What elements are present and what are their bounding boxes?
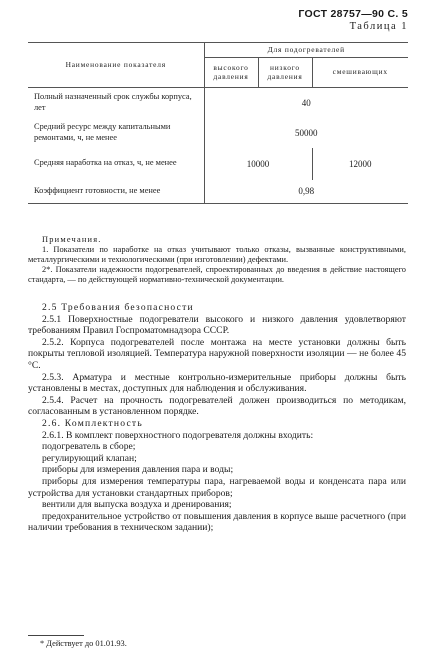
list-item: вентили для выпуска воздуха и дренирования; xyxy=(42,499,232,511)
list-item: предохранительное устройство от повышения давления в корпусе выше расчетного (при наличии требования в техническом задании); xyxy=(28,510,406,534)
param-cell: Коэффициент готовности, не менее xyxy=(34,186,161,195)
paragraph: 2.5.1 Поверхностные подогреватели высокого и низкого давления удовлетворяют требованиям Правил Госпроматомнадзора СССР. xyxy=(28,313,406,337)
value-cell: 0,98 xyxy=(204,180,408,204)
list-item: подогреватель в сборе; xyxy=(42,441,136,453)
value-cell: 12000 xyxy=(312,148,408,180)
table-row xyxy=(28,88,408,118)
page-header xyxy=(298,8,408,32)
paragraph: 2.5.3. Арматура и местные контрольно-измерительные приборы должны быть установлены в местах, доступных для наблюдения и обслуживания. xyxy=(28,371,406,395)
footnote-rule xyxy=(28,635,84,636)
table-label: Таблица 1 xyxy=(349,21,408,32)
value-cell: 10000 xyxy=(204,148,312,180)
value-cell: 50000 xyxy=(204,118,408,148)
col-header-group: Для подогревателей xyxy=(204,43,408,58)
param-cell: Полный назначенный срок службы корпуса, лет xyxy=(34,92,192,112)
notes-block xyxy=(28,235,406,285)
list-item: регулирующий клапан; xyxy=(42,452,137,464)
notes-title: Примечания. xyxy=(42,235,102,244)
list-item: приборы для измерения давления пара и воды; xyxy=(42,464,234,476)
reliability-table xyxy=(28,42,408,204)
col-header-mix: смешивающих xyxy=(312,58,408,88)
param-cell: Средняя наработка на отказ, ч, не менее xyxy=(34,158,177,168)
note-1: 1. Показатели по наработке на отказ учитывают только отказы, вызванные конструктивными, металлургическими и технологическими (при изготовлении) дефектами. xyxy=(28,245,406,264)
paragraph: 2.6.1. В комплект поверхностного подогревателя должны входить: xyxy=(42,429,314,441)
list-item: приборы для измерения температуры пара, нагреваемой воды и конденсата пара или устройства для установки стандартных приборов; xyxy=(28,475,406,499)
col-header-param: Наименование показателя xyxy=(28,43,204,88)
section-heading: 2.6. Комплектность xyxy=(42,417,143,429)
table-row xyxy=(28,148,408,180)
value-cell: 40 xyxy=(204,88,408,118)
param-cell: Средний ресурс между капитальными ремонтами, ч, не менее xyxy=(34,122,171,142)
paragraph: 2.5.2. Корпуса подогревателей после монтажа на месте установки должны быть покрыты тепловой изоляцией. Температура наружной поверхности изоляции — не более 45 °С. xyxy=(28,336,406,371)
table-row xyxy=(28,118,408,148)
note-2: 2*. Показатели надежности подогревателей, спроектированных до введения в действие настоящего стандарта, — по действующей нормативно-технической документации. xyxy=(28,265,406,284)
col-header-low: низкого давления xyxy=(258,58,312,88)
table-row xyxy=(28,180,408,204)
section-heading: 2.5 Требования безопасности xyxy=(42,302,194,313)
paragraph: 2.5.4. Расчет на прочность подогревателей должен производиться по методикам, согласованным в установленном порядке. xyxy=(28,394,406,418)
col-header-high: высокого давления xyxy=(204,58,258,88)
body-text xyxy=(28,302,406,534)
footnote: * Действует до 01.01.93. xyxy=(40,639,127,648)
standard-number: ГОСТ 28757—90 С. 5 xyxy=(298,8,408,20)
